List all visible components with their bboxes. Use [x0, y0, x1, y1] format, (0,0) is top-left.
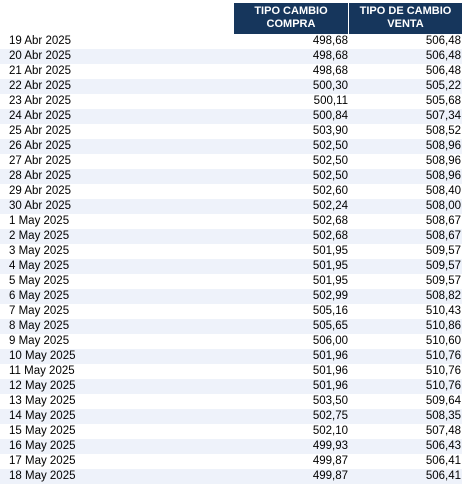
compra-cell: 498,68: [312, 50, 348, 62]
compra-cell: 503,50: [312, 395, 348, 407]
table-row: [0, 64, 462, 79]
table-row: [0, 124, 462, 139]
date-cell: 22 Abr 2025: [9, 80, 72, 92]
date-cell: 30 Abr 2025: [9, 200, 72, 212]
compra-cell: 503,90: [312, 125, 348, 137]
venta-cell: 508,52: [425, 125, 461, 137]
date-cell: 18 May 2025: [9, 470, 76, 482]
compra-cell: 501,96: [312, 365, 348, 377]
venta-cell: 508,00: [425, 200, 461, 212]
venta-cell: 506,41: [425, 470, 461, 482]
table-row: [0, 364, 462, 379]
table-row: [0, 34, 462, 49]
compra-cell: 500,30: [312, 80, 348, 92]
compra-cell: 498,68: [312, 65, 348, 77]
date-cell: 11 May 2025: [9, 365, 75, 377]
venta-cell: 507,48: [425, 425, 461, 437]
compra-cell: 502,75: [312, 410, 348, 422]
venta-cell: 510,43: [425, 305, 461, 317]
venta-cell: 506,43: [425, 440, 461, 452]
table-row: [0, 49, 462, 64]
venta-cell: 509,57: [425, 260, 461, 272]
table-row: [0, 379, 462, 394]
venta-cell: 509,64: [425, 395, 461, 407]
table-row: [0, 94, 462, 109]
venta-cell: 510,76: [425, 350, 461, 362]
venta-cell: 505,22: [425, 80, 461, 92]
date-cell: 1 May 2025: [9, 215, 70, 227]
venta-cell: 508,40: [425, 185, 461, 197]
date-cell: 29 Abr 2025: [9, 185, 72, 197]
compra-cell: 501,95: [312, 245, 348, 257]
date-cell: 7 May 2025: [9, 305, 70, 317]
compra-cell: 501,96: [312, 350, 348, 362]
table-row: [0, 289, 462, 304]
venta-cell: 508,67: [425, 215, 461, 227]
compra-cell: 505,16: [312, 305, 348, 317]
table-row: [0, 424, 462, 439]
compra-cell: 500,84: [312, 110, 348, 122]
compra-cell: 502,50: [312, 155, 348, 167]
table-row: [0, 349, 462, 364]
venta-cell: 509,57: [425, 245, 461, 257]
venta-cell: 510,86: [425, 320, 461, 332]
table-row: [0, 109, 462, 124]
compra-cell: 502,68: [312, 230, 348, 242]
date-cell: 17 May 2025: [9, 455, 76, 467]
table-header: [0, 0, 462, 34]
compra-cell: 505,65: [312, 320, 348, 332]
table-row: [0, 319, 462, 334]
compra-cell: 502,99: [312, 290, 348, 302]
date-cell: 6 May 2025: [9, 290, 70, 302]
compra-cell: 500,11: [313, 95, 348, 107]
venta-cell: 510,76: [425, 380, 461, 392]
date-cell: 2 May 2025: [9, 230, 70, 242]
venta-cell: 508,96: [425, 170, 461, 182]
venta-cell: 506,41: [425, 455, 461, 467]
header-venta: [349, 3, 462, 34]
date-cell: 24 Abr 2025: [9, 110, 72, 122]
venta-cell: 506,48: [425, 65, 461, 77]
date-cell: 21 Abr 2025: [9, 65, 72, 77]
venta-cell: 505,68: [425, 95, 461, 107]
table-row: [0, 274, 462, 289]
date-cell: 19 Abr 2025: [9, 35, 72, 47]
venta-cell: 510,76: [425, 365, 461, 377]
compra-cell: 498,68: [312, 35, 348, 47]
venta-cell: 508,82: [425, 290, 461, 302]
table-row: [0, 184, 462, 199]
compra-cell: 502,50: [312, 170, 348, 182]
date-cell: 12 May 2025: [9, 380, 76, 392]
date-cell: 23 Abr 2025: [9, 95, 72, 107]
table-row: [0, 214, 462, 229]
date-cell: 25 Abr 2025: [9, 125, 72, 137]
compra-cell: 501,95: [312, 275, 348, 287]
venta-cell: 506,48: [425, 35, 461, 47]
compra-cell: 502,60: [312, 185, 348, 197]
date-cell: 10 May 2025: [9, 350, 76, 362]
date-cell: 13 May 2025: [9, 395, 76, 407]
header-venta-line1: TIPO DE CAMBIO: [359, 5, 452, 17]
table-row: [0, 334, 462, 349]
compra-cell: 502,10: [312, 425, 348, 437]
compra-cell: 499,87: [312, 455, 348, 467]
table-row: [0, 229, 462, 244]
venta-cell: 508,35: [425, 410, 461, 422]
table-row: [0, 409, 462, 424]
table-row: [0, 244, 462, 259]
table-row: [0, 469, 462, 484]
date-cell: 8 May 2025: [9, 320, 70, 332]
header-compra-line2: COMPRA: [266, 18, 316, 30]
compra-cell: 499,87: [312, 470, 348, 482]
table-row: [0, 79, 462, 94]
date-cell: 9 May 2025: [9, 335, 70, 347]
header-compra: [234, 3, 348, 34]
compra-cell: 502,50: [312, 140, 348, 152]
table-row: [0, 154, 462, 169]
table-row: [0, 139, 462, 154]
date-cell: 14 May 2025: [9, 410, 76, 422]
venta-cell: 510,60: [425, 335, 461, 347]
date-cell: 27 Abr 2025: [9, 155, 72, 167]
venta-cell: 509,57: [425, 275, 461, 287]
table-row: [0, 199, 462, 214]
date-cell: 20 Abr 2025: [9, 50, 72, 62]
date-cell: 26 Abr 2025: [9, 140, 72, 152]
compra-cell: 502,24: [312, 200, 348, 212]
compra-cell: 501,95: [312, 260, 348, 272]
venta-cell: 506,48: [425, 50, 461, 62]
compra-cell: 506,00: [312, 335, 348, 347]
table-row: [0, 169, 462, 184]
compra-cell: 502,68: [312, 215, 348, 227]
table-row: [0, 454, 462, 469]
table-row: [0, 439, 462, 454]
date-cell: 28 Abr 2025: [9, 170, 72, 182]
table-row: [0, 394, 462, 409]
date-cell: 3 May 2025: [9, 245, 70, 257]
compra-cell: 501,96: [312, 380, 348, 392]
header-venta-line2: VENTA: [387, 18, 424, 30]
table-row: [0, 259, 462, 274]
venta-cell: 507,34: [425, 110, 461, 122]
date-cell: 5 May 2025: [9, 275, 70, 287]
date-cell: 15 May 2025: [9, 425, 76, 437]
venta-cell: 508,67: [425, 230, 461, 242]
table-body: [0, 34, 462, 484]
venta-cell: 508,96: [425, 155, 461, 167]
header-compra-line1: TIPO CAMBIO: [254, 5, 328, 17]
date-cell: 4 May 2025: [9, 260, 70, 272]
table-row: [0, 304, 462, 319]
compra-cell: 499,93: [312, 440, 348, 452]
venta-cell: 508,96: [425, 140, 461, 152]
date-cell: 16 May 2025: [9, 440, 76, 452]
